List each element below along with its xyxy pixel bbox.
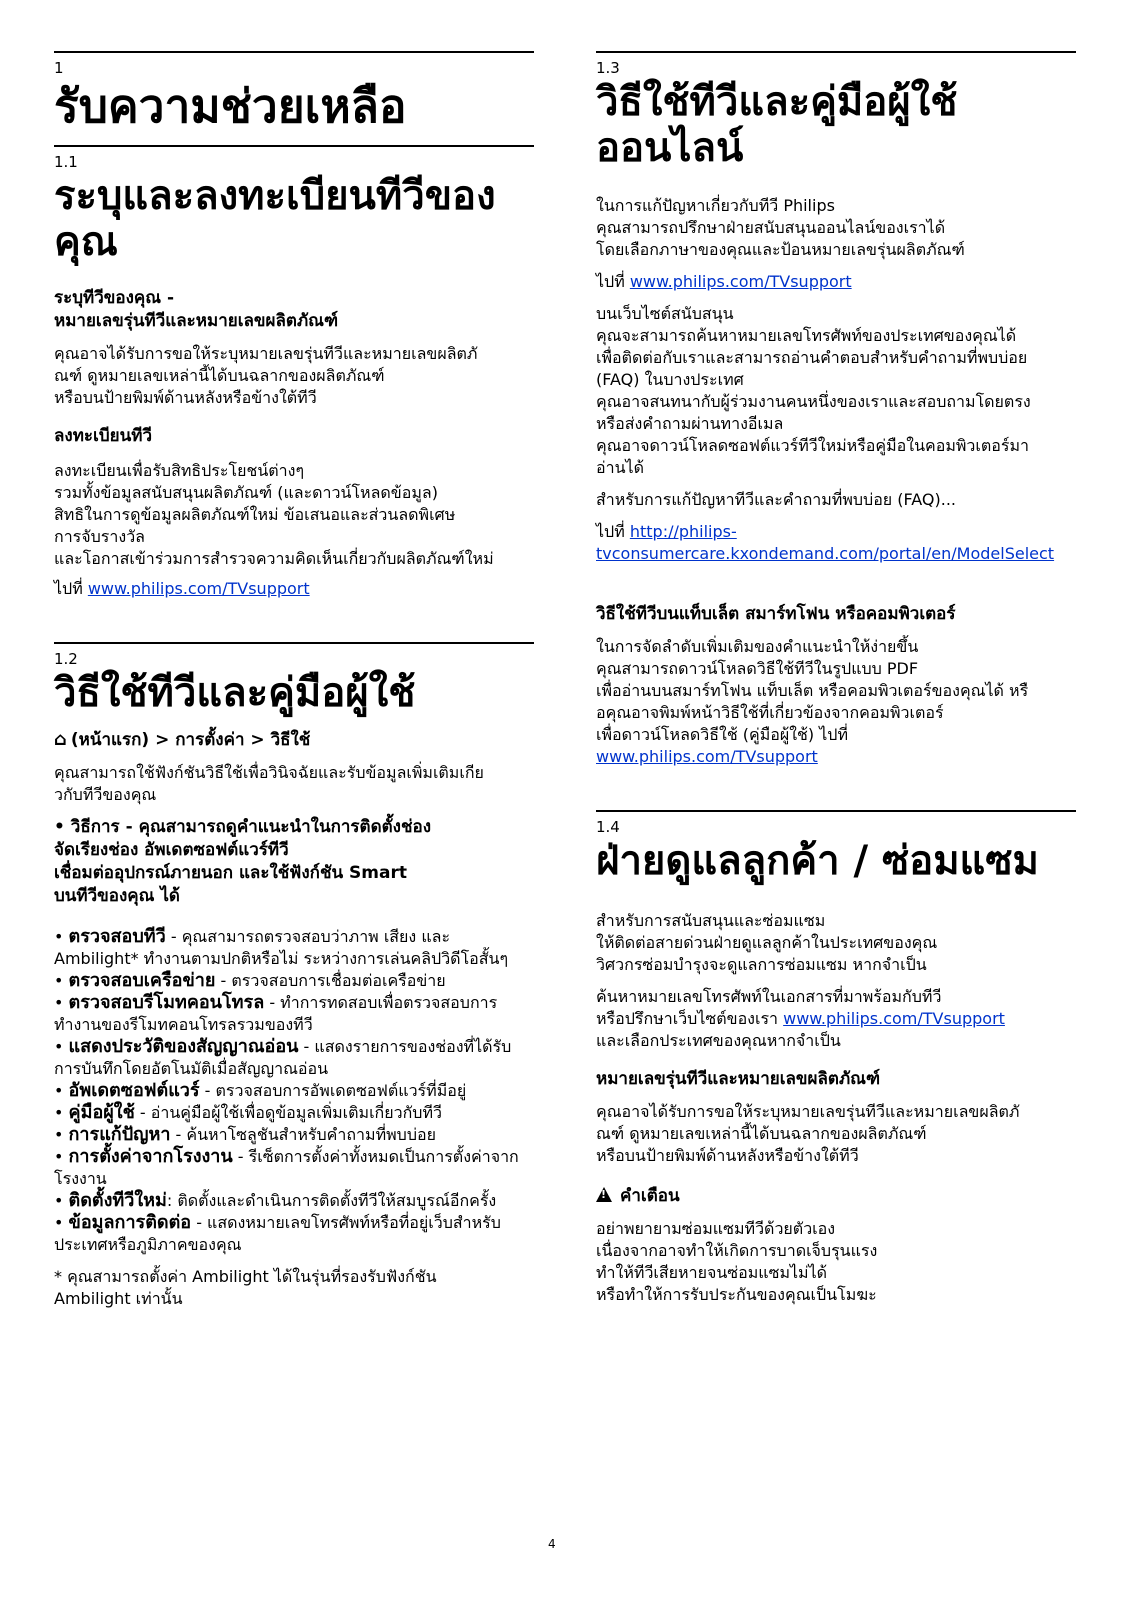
- text-line: (FAQ) ในบางประเทศ: [596, 370, 744, 389]
- text-line: จัดเรียงช่อง อัพเดตซอฟต์แวร์ทีวี: [54, 840, 289, 860]
- manual-link-line: [596, 746, 1076, 768]
- text-line: ณฑ์ ดูหมายเลขเหล่านี้ได้บนฉลากของผลิตภัณฑ์: [596, 1124, 927, 1143]
- text-line: เชื่อมต่ออุปกรณ์ภายนอก และใช้ฟังก์ชัน Smart: [54, 863, 407, 883]
- text-line: และเลือกประเทศของคุณหากจำเป็น: [596, 1031, 841, 1050]
- item-desc: - แสดงหมายเลขโทรศัพท์หรือที่อยู่เว็บสำหรับประเทศหรือภูมิภาคของคุณ: [54, 1213, 501, 1254]
- warning-heading: [596, 1185, 1076, 1208]
- item-desc: - ตรวจสอบการอัพเดตซอฟต์แวร์ที่มีอยู่: [199, 1081, 467, 1100]
- text-line: คุณสามารถดาวน์โหลดวิธีใช้ทีวีในรูปแบบ PDF: [596, 659, 919, 678]
- item-desc: - ทำการทดสอบเพื่อตรวจสอบการทำงานของรีโมทคอนโทรลรวมของทีวี: [54, 993, 498, 1034]
- text-line: Ambilight เท่านั้น: [54, 1289, 183, 1308]
- section-1-1: [54, 145, 534, 600]
- text-line: สิทธิในการดูข้อมูลผลิตภัณฑ์ใหม่ ข้อเสนอและส่วนลดพิเศษ: [54, 505, 456, 524]
- text-line: ในการจัดลำดับเพิ่มเติมของคำแนะนำให้ง่ายขึ้น: [596, 637, 919, 656]
- text-line: อ่านได้: [596, 458, 644, 477]
- item-name: ติดตั้งทีวีใหม่: [68, 1190, 167, 1211]
- goto-label: ไปที่: [596, 522, 630, 541]
- list-item: • ตรวจสอบรีโมทคอนโทรล - ทำการทดสอบเพื่อตรวจสอบการทำงานของรีโมทคอนโทรลรวมของทีวี: [54, 992, 498, 1034]
- item-desc: - รีเซ็ตการตั้งค่าทั้งหมดเป็นการตั้งค่าจากโรงงาน: [54, 1147, 519, 1188]
- page-number: 4: [548, 1537, 556, 1551]
- list-item: • คู่มือผู้ใช้ - อ่านคู่มือผู้ใช้เพื่อดูข้อมูลเพิ่มเติมเกี่ยวกับทีวี: [54, 1102, 442, 1123]
- section-1: [54, 51, 534, 133]
- menu-path: [54, 728, 534, 752]
- text-span: หรือปรึกษาเว็บไซต์ของเรา: [596, 1009, 784, 1028]
- list-item: • อัพเดตซอฟต์แวร์ - ตรวจสอบการอัพเดตซอฟต์แวร์ที่มีอยู่: [54, 1080, 467, 1101]
- list-item: • ตรวจสอบทีวี - คุณสามารถตรวจสอบว่าภาพ เสียง และ Ambilight* ทำงานตามปกติหรือไม่ ระหว่างการเล่นคลิปวิดีโอสั้นๆ: [54, 926, 509, 968]
- text-line: หรือทำให้การรับประกันของคุณเป็นโมฆะ: [596, 1285, 877, 1304]
- text-line: • วิธีการ - คุณสามารถดูคำแนะนำในการติดตั้งช่อง: [54, 817, 432, 837]
- manual-link[interactable]: www.philips.com/TVsupport: [596, 747, 818, 766]
- item-desc: : ติดตั้งและดำเนินการติดตั้งทีวีให้สมบูรณ์อีกครั้ง: [166, 1191, 497, 1210]
- text-line: ทำให้ทีวีเสียหายจนซ่อมแซมไม่ได้: [596, 1263, 828, 1282]
- goto-line: [596, 521, 1076, 543]
- support-link[interactable]: www.philips.com/TVsupport: [87, 579, 310, 598]
- item-desc: - คุณสามารถตรวจสอบว่าภาพ เสียง และ Ambilight* ทำงานตามปกติหรือไม่ ระหว่างการเล่นคลิปวิดีโอสั้นๆ: [54, 927, 509, 968]
- text-line: และโอกาสเข้าร่วมการสำรวจความคิดเห็นเกี่ยวกับผลิตภัณฑ์ใหม่: [54, 549, 494, 568]
- list-item: • ติดตั้งทีวีใหม่: ติดตั้งและดำเนินการติดตั้งทีวีให้สมบูรณ์อีกครั้ง: [54, 1190, 497, 1211]
- faq-link-2[interactable]: tvconsumercare.kxondemand.com/portal/en/ModelSelect: [596, 544, 1055, 563]
- section-number: 1: [54, 59, 64, 77]
- item-name: ตรวจสอบเครือข่าย: [68, 970, 216, 991]
- section-title: วิธีใช้ทีวีและคู่มือผู้ใช้ออนไลน์: [596, 79, 958, 171]
- section-number: 1.3: [596, 59, 620, 77]
- text-line: หรือส่งคำถามผ่านทางอีเมล: [596, 414, 784, 433]
- text-line: บนทีวีของคุณ ได้: [54, 886, 180, 906]
- section-title: ระบุและลงทะเบียนทีวีของคุณ: [54, 173, 496, 265]
- item-name: ข้อมูลการติดต่อ: [68, 1212, 192, 1233]
- text-line: ณฑ์ ดูหมายเลขเหล่านี้ได้บนฉลากของผลิตภัณฑ์: [54, 366, 385, 385]
- list-item: • ข้อมูลการติดต่อ - แสดงหมายเลขโทรศัพท์หรือที่อยู่เว็บสำหรับประเทศหรือภูมิภาคของคุณ: [54, 1212, 501, 1254]
- item-name: ตรวจสอบทีวี: [68, 926, 166, 947]
- text-line: อย่าพยายามซ่อมแซมทีวีด้วยตัวเอง: [596, 1219, 836, 1238]
- text-line: โดยเลือกภาษาของคุณและป้อนหมายเลขรุ่นผลิตภัณฑ์: [596, 240, 965, 259]
- list-item: • การแก้ปัญหา - ค้นหาโซลูชันสำหรับคำถามที่พบบ่อย: [54, 1124, 436, 1145]
- goto-label: ไปที่: [596, 272, 630, 291]
- warning-title: คำเตือน: [620, 1186, 680, 1206]
- text-line: * คุณสามารถตั้งค่า Ambilight ได้ในรุ่นที่รองรับฟังก์ชัน: [54, 1267, 437, 1286]
- text-line: การจับรางวัล: [54, 527, 145, 546]
- section-title: วิธีใช้ทีวีและคู่มือผู้ใช้: [54, 670, 416, 716]
- goto-line: [54, 578, 534, 600]
- list-item: • ตรวจสอบเครือข่าย - ตรวจสอบการเชื่อมต่อเครือข่าย: [54, 970, 446, 991]
- faq-link[interactable]: http://philips-: [629, 522, 737, 541]
- text-line: เพื่อติดต่อกับเราและสามารถอ่านคำตอบสำหรับคำถามที่พบบ่อย: [596, 348, 1028, 367]
- identify-heading: ระบุทีวีของคุณ -: [54, 288, 175, 308]
- list-item: • แสดงประวัติของสัญญาณอ่อน - แสดงรายการของช่องที่ได้รับการบันทึกโดยอัตโนมัติเมื่อสัญญาณอ่อน: [54, 1036, 512, 1078]
- item-name: การแก้ปัญหา: [68, 1124, 171, 1145]
- section-1-2: [54, 642, 534, 1310]
- text-line: วกับทีวีของคุณ: [54, 785, 157, 804]
- text-line: ให้ติดต่อสายด่วนฝ่ายดูแลลูกค้าในประเทศของคุณ: [596, 933, 938, 952]
- footnote: [54, 1266, 534, 1310]
- support-link[interactable]: www.philips.com/TVsupport: [783, 1009, 1005, 1028]
- support-link[interactable]: www.philips.com/TVsupport: [629, 272, 852, 291]
- text-line: ค้นหาหมายเลขโทรศัพท์ในเอกสารที่มาพร้อมกับทีวี: [596, 987, 942, 1006]
- item-desc: - ค้นหาโซลูชันสำหรับคำถามที่พบบ่อย: [170, 1125, 436, 1144]
- section-title: รับความช่วยเหลือ: [54, 79, 407, 133]
- text-line: รวมทั้งข้อมูลสนับสนุนผลิตภัณฑ์ (และดาวน์โหลดข้อมูล): [54, 483, 438, 502]
- text-line: คุณอาจได้รับการขอให้ระบุหมายเลขรุ่นทีวีและหมายเลขผลิตภั: [54, 344, 478, 363]
- text-line: เพื่อดาวน์โหลดวิธีใช้ (คู่มือผู้ใช้) ไปที่: [596, 725, 848, 744]
- item-name: อัพเดตซอฟต์แวร์: [68, 1080, 200, 1101]
- section-number: 1.2: [54, 650, 78, 668]
- section-title: ฝ่ายดูแลลูกค้า / ซ่อมแซม: [596, 838, 1039, 884]
- text-line: เพื่ออ่านบนสมาร์ทโฟน แท็บเล็ต หรือคอมพิวเตอร์ของคุณได้ หรื: [596, 681, 1029, 700]
- text-line: ลงทะเบียนเพื่อรับสิทธิประโยชน์ต่างๆ: [54, 461, 305, 480]
- item-name: การตั้งค่าจากโรงงาน: [68, 1146, 233, 1167]
- text-line: ในการแก้ปัญหาเกี่ยวกับทีวี Philips: [596, 196, 835, 215]
- text-line: [596, 1008, 1076, 1030]
- text-line: คุณอาจได้รับการขอให้ระบุหมายเลขรุ่นทีวีและหมายเลขผลิตภั: [596, 1102, 1020, 1121]
- item-name: ตรวจสอบรีโมทคอนโทรล: [68, 992, 265, 1013]
- goto-label: ไปที่: [54, 579, 88, 598]
- text-line: คุณสามารถปรึกษาฝ่ายสนับสนุนออนไลน์ของเราได้: [596, 218, 946, 237]
- section-number: 1.1: [54, 153, 78, 171]
- identify-heading-2: หมายเลขรุ่นทีวีและหมายเลขผลิตภัณฑ์: [54, 311, 339, 331]
- goto-line: [596, 271, 1076, 293]
- howto-block: [54, 816, 534, 908]
- item-desc: - อ่านคู่มือผู้ใช้เพื่อดูข้อมูลเพิ่มเติมเกี่ยวกับทีวี: [134, 1103, 442, 1122]
- faq-line: สำหรับการแก้ปัญหาทีวีและคำถามที่พบบ่อย (FAQ)...: [596, 490, 956, 509]
- section-number: 1.4: [596, 818, 620, 836]
- text-line: หรือบนป้ายพิมพ์ด้านหลังหรือข้างใต้ทีวี: [596, 1146, 859, 1165]
- item-desc: - แสดงรายการของช่องที่ได้รับการบันทึกโดยอัตโนมัติเมื่อสัญญาณอ่อน: [54, 1037, 512, 1078]
- text-line: สำหรับการสนับสนุนและซ่อมแซม: [596, 911, 826, 930]
- text-line: วิศวกรซ่อมบำรุงจะดูแลการซ่อมแซม หากจำเป็น: [596, 955, 927, 974]
- warning-icon: [596, 1187, 612, 1202]
- menu-path-text: (หน้าแรก) > การตั้งค่า > วิธีใช้: [70, 730, 311, 750]
- item-name: คู่มือผู้ใช้: [68, 1102, 135, 1123]
- section-1-3: [596, 51, 1076, 768]
- item-name: แสดงประวัติของสัญญาณอ่อน: [68, 1036, 299, 1057]
- text-line: หรือบนป้ายพิมพ์ด้านหลังหรือข้างใต้ทีวี: [54, 388, 317, 407]
- item-desc: - ตรวจสอบการเชื่อมต่อเครือข่าย: [215, 971, 446, 990]
- text-line: คุณจะสามารถค้นหาหมายเลขโทรศัพท์ของประเทศของคุณได้: [596, 326, 1017, 345]
- text-line: อคุณอาจพิมพ์หน้าวิธีใช้ที่เกี่ยวข้องจากคอมพิวเตอร์: [596, 703, 944, 722]
- register-heading: ลงทะเบียนทีวี: [54, 426, 152, 446]
- home-icon: ⌂: [54, 729, 67, 750]
- faq-link-cont: [596, 543, 1076, 565]
- text-line: คุณอาจสนทนากับผู้ร่วมงานคนหนึ่งของเราและสอบถามโดยตรง: [596, 392, 1031, 411]
- help-items-list: [54, 926, 534, 1256]
- text-line: บนเว็บไซต์สนับสนุน: [596, 304, 734, 323]
- model-heading: หมายเลขรุ่นทีวีและหมายเลขผลิตภัณฑ์: [596, 1069, 881, 1089]
- text-line: คุณสามารถใช้ฟังก์ชันวิธีใช้เพื่อวินิจฉัยและรับข้อมูลเพิ่มเติมเกีย: [54, 763, 484, 782]
- text-line: เนื่องจากอาจทำให้เกิดการบาดเจ็บรุนแรง: [596, 1241, 878, 1260]
- list-item: • การตั้งค่าจากโรงงาน - รีเซ็ตการตั้งค่าทั้งหมดเป็นการตั้งค่าจากโรงงาน: [54, 1146, 519, 1188]
- section-1-4: [596, 810, 1076, 1306]
- text-line: คุณอาจดาวน์โหลดซอฟต์แวร์ทีวีใหม่หรือคู่มือในคอมพิวเตอร์มา: [596, 436, 1030, 455]
- tablet-heading: วิธีใช้ทีวีบนแท็บเล็ต สมาร์ทโฟน หรือคอมพิวเตอร์: [596, 604, 956, 624]
